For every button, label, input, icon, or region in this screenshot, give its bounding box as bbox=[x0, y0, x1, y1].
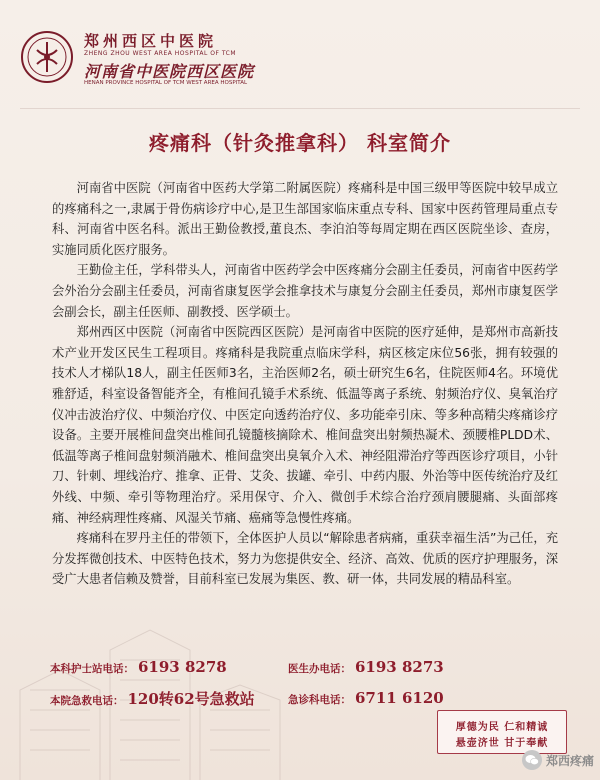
department-introduction bbox=[52, 178, 558, 590]
hospital-name-cn: 郑州西区中医院 bbox=[84, 32, 218, 50]
paragraph-director: 王勤俭主任，学科带头人，河南省中医药学会中医疼痛分会副主任委员，河南省中医药学会外治分会副主任委员，河南省康复医学会推拿技术与康复分会副主任委员，郑州市康复医学会副会长，副主任医师、副教授、医学硕士。 bbox=[52, 263, 558, 319]
doctor-office-label: 医生办电话： bbox=[288, 663, 351, 675]
nurse-station-label: 本科护士站电话： bbox=[50, 663, 134, 675]
emergency-phone bbox=[288, 688, 444, 707]
motto-line-1: 厚德为民 仁和精诚 bbox=[455, 722, 549, 733]
motto-line-2: 悬壶济世 甘于奉献 bbox=[455, 738, 549, 749]
hospital-name-en: ZHENG ZHOU WEST AREA HOSPITAL OF TCM bbox=[84, 50, 237, 57]
watermark-text: 郑西疼痛 bbox=[545, 753, 594, 768]
header-divider bbox=[20, 108, 580, 109]
paragraph-overview: 河南省中医院（河南省中医药大学第二附属医院）疼痛科是中国三级甲等医院中较早成立的疼痛科之一,隶属于骨伤病诊疗中心,是卫生部国家临床重点专科、国家中医药管理局重点专科、河南省中医名科。派出王勤俭教授,董良杰、李泊泊等每周定期在西区医院坐诊、查房，实施同质化医疗服务。 bbox=[52, 181, 558, 257]
paragraph-mission: 疼痛科在罗丹主任的带领下，全体医护人员以“解除患者病痛，重获幸福生活”为己任，充分发挥微创技术、中医特色技术，努力为您提供安全、经济、高效、优质的医疗护理服务，深受广大患者信赖及赞誉，目前科室已发展为集医、教、研一体，共同发展的精品科室。 bbox=[52, 531, 558, 587]
contact-info bbox=[50, 657, 570, 717]
ambulance-label: 本院急救电话： bbox=[50, 695, 124, 707]
doctor-office-phone bbox=[288, 657, 444, 676]
wechat-watermark bbox=[522, 748, 594, 772]
paragraph-hospital: 郑州西区中医院（河南省中医院西区医院）是河南省中医院的医疗延伸，是郑州市高新技术产业开发区民生工程项目。疼痛科是我院重点临床学科，病区核定床位56张，拥有较强的技术人才梯队18人，副主任医师3名，主治医师2名，硕士研究生6名，住院医师4名。环境优雅舒适，科室设备智能齐全，有椎间孔镜手术系统、低温等离子系统、射频治疗仪、臭氧治疗仪冲击波治疗仪、中频治疗仪、中医定向透药治疗仪、多功能牵引床、等多种高精尖疼痛诊疗设备。主要开展椎间盘突出椎间孔镜髓核摘除术、椎间盘突出射频热凝术、颈腰椎PLDD术、低温等离子椎间盘射频消融术、椎间盘突出臭氧介入术、神经阻滞治疗等西医诊疗项目，小针刀、针刺、埋线治疗、推拿、正骨、艾灸、拔罐、牵引、中药内服、外治等中医传统治疗及红外线、中频、牵引等物理治疗。采用保守、介入、微创手术综合治疗颈肩腰腿痛、头面部疼痛、神经病理性疼痛、风湿关节痛、癌痛等急慢性疼痛。 bbox=[52, 325, 558, 525]
hospital-seal-icon bbox=[20, 30, 74, 84]
nurse-station-phone bbox=[50, 657, 227, 676]
emergency-number: 6711 6120 bbox=[355, 689, 444, 707]
wechat-icon bbox=[522, 750, 542, 770]
doctor-office-number: 6193 8273 bbox=[355, 658, 444, 676]
ambulance-phone bbox=[50, 688, 255, 709]
nurse-station-number: 6193 8278 bbox=[138, 658, 227, 676]
hospital-header bbox=[20, 28, 320, 88]
ambulance-number: 120转62号急救站 bbox=[127, 690, 255, 708]
hospital-name-en-secondary: HENAN PROVINCE HOSPITAL OF TCM WEST AREA HOSPITAL bbox=[84, 80, 248, 86]
hospital-name-cn-secondary: 河南省中医院西区医院 bbox=[84, 62, 255, 81]
emergency-label: 急诊科电话： bbox=[288, 694, 351, 706]
page-title: 疼痛科（针灸推拿科） 科室简介 bbox=[149, 131, 451, 155]
